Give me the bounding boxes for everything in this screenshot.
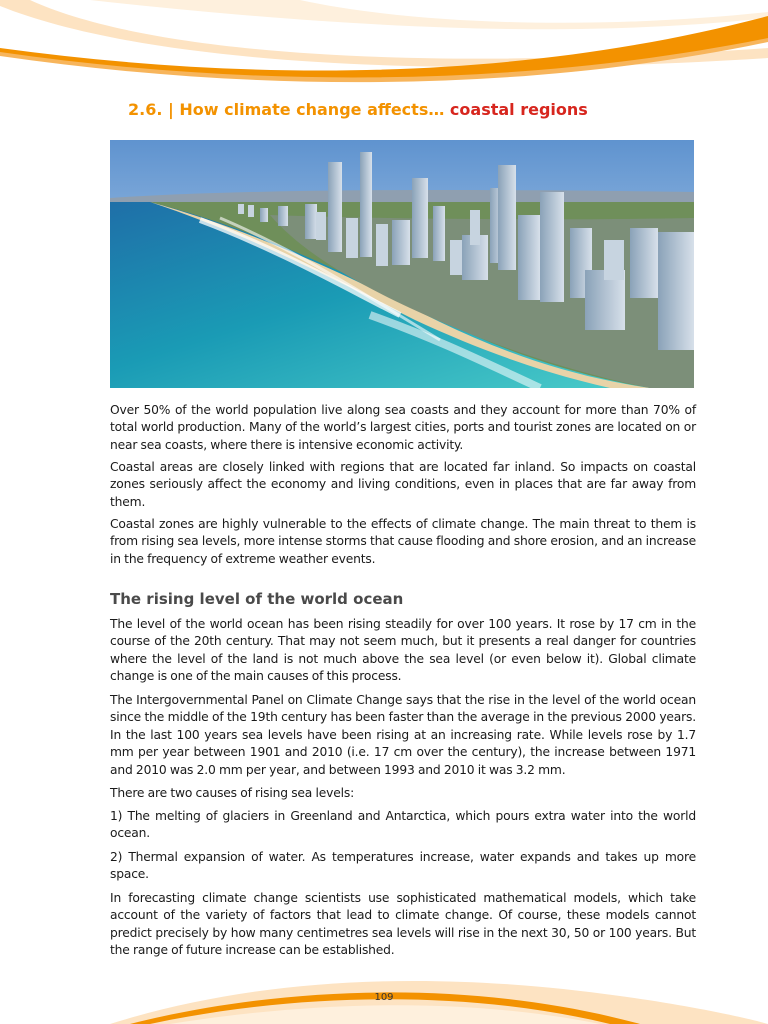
- rising-level-paragraph-2: The Intergovernmental Panel on Climate Change says that the rise in the level of the world ocean since the middle of the 19th century has been faster than the average in the previous 2000 years. In the last 100 years sea levels have been rising at an increasing rate. While levels rose by 1.7 mm per year between 1901 and 2010 (i.e. 17 cm over the century), the increase between 1971 and 2010 was 2.0 mm per year, and between 1993 and 2010 it was 3.2 mm.: [110, 693, 696, 777]
- top-decorative-swoosh: [0, 0, 768, 95]
- rising-level-heading: The rising level of the world ocean: [110, 590, 404, 608]
- intro-paragraph-2: Coastal areas are closely linked with regions that are located far inland. So impacts on coastal zones seriously affect the economy and living conditions, even in places that are far away from them.: [110, 460, 696, 509]
- rising-level-paragraph-4: In forecasting climate change scientists use sophisticated mathematical models, which take account of the variety of factors that lead to climate change. Of course, these models cannot predict precisely by how many centimetres sea levels will rise in the next 30, 50 or 100 years. But the range of future increase can be established.: [110, 891, 696, 958]
- section-heading-topic: coastal regions: [449, 100, 588, 119]
- coastal-city-photo: [110, 140, 694, 388]
- rising-level-list-item-2: 2) Thermal expansion of water. As temperatures increase, water expands and takes up more space.: [110, 850, 696, 882]
- section-heading: [128, 100, 588, 119]
- rising-level-paragraph-1: The level of the world ocean has been rising steadily for over 100 years. It rose by 17 cm in the course of the 20th century. That may not seem much, but it presents a real danger for countries where the level of the land is not much above the sea level (or even below it). Global climate change is one of the main causes of this process.: [110, 617, 696, 684]
- rising-level-paragraph-3: There are two causes of rising sea levels:: [110, 786, 355, 800]
- rising-level-list-item-1: 1) The melting of glaciers in Greenland and Antarctica, which pours extra water into the world ocean.: [110, 809, 696, 841]
- section-heading-label: 2.6. | How climate change affects…: [128, 100, 445, 119]
- intro-paragraph-3: Coastal zones are highly vulnerable to the effects of climate change. The main threat to them is from rising sea levels, more intense storms that cause flooding and shore erosion, and an increase in the frequency of extreme weather events.: [110, 517, 696, 566]
- intro-paragraph-1: Over 50% of the world population live along sea coasts and they account for more than 70% of total world production. Many of the world’s largest cities, ports and tourist zones are located on or near sea coasts, where there is intensive economic activity.: [110, 403, 696, 452]
- page-number: 109: [374, 992, 394, 1003]
